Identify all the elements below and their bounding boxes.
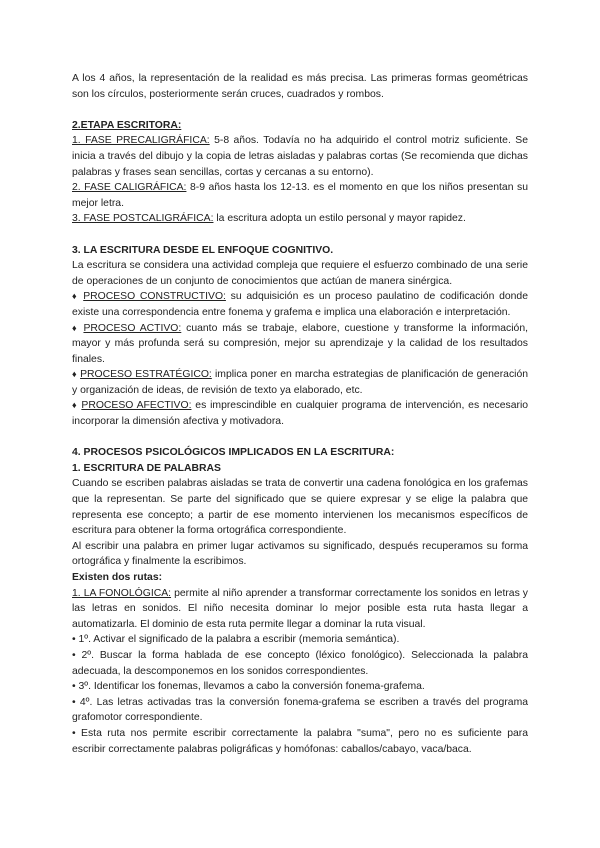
section2-item-text: la escritura adopta un estilo personal y mayor rapidez. xyxy=(213,213,466,225)
section2-item-label: 3. FASE POSTCALIGRÁFICA: xyxy=(72,213,214,225)
section2-item-label: 1. FASE PRECALIGRÁFICA: xyxy=(72,135,210,147)
spacer xyxy=(72,227,528,243)
step-item: • 3º. Identificar los fonemas, llevamos a cabo la conversión fonema-grafema. xyxy=(72,681,425,693)
spacer xyxy=(72,102,528,118)
section3-item-label: PROCESO CONSTRUCTIVO: xyxy=(83,291,226,303)
step-item: • Esta ruta nos permite escribir correctamente la palabra "suma", pero no es suficiente para escribir correctamente palabras poligráficas y homófonas: caballos/cabayo, vaca/baca. xyxy=(72,727,528,755)
section4-subheading: 1. ESCRITURA DE PALABRAS xyxy=(72,462,221,474)
section3-item-label: PROCESO ESTRATÉGICO: xyxy=(80,369,212,381)
section2-item xyxy=(72,180,528,211)
section3-heading: 3. LA ESCRITURA DESDE EL ENFOQUE COGNITIVO. xyxy=(72,244,334,256)
section2-item-text: 5-8 años. Todavía no ha adquirido el control motriz suficiente. Se inicia a través del dibujo y la copia de letras aisladas y palabras cortas (Se recomienda que dichas palabras y frases sean sencillas, cortas y cercanas a su entorno). xyxy=(72,135,528,178)
route-text: permite al niño aprender a transformar correctamente los sonidos en letras y las letras en sonidos. El niño necesita dominar lo mejor posible esta ruta hasta llegar a automatizarla. El dominio de esta ruta permite llegar a dominar la ruta visual. xyxy=(72,587,528,630)
route-item xyxy=(72,586,528,633)
section3-item xyxy=(72,367,528,398)
section2-item xyxy=(72,211,528,227)
section3-item-label: PROCESO ACTIVO: xyxy=(83,322,182,334)
section3-item-text: es imprescindible en cualquier programa de intervención, es necesario incorporar la dimensión afectiva y motivadora. xyxy=(72,400,529,428)
diamond-icon: ♦ xyxy=(72,400,78,411)
intro-paragraph: A los 4 años, la representación de la realidad es más precisa. Las primeras formas geométricas son los círculos, posteriormente serán cruces, cuadrados y rombos. xyxy=(72,73,528,100)
section2-item-text: 8-9 años hasta los 12-13. es el momento en que los niños presentan su mejor letra. xyxy=(72,182,528,209)
section3-item xyxy=(72,398,528,429)
step-item: • 4º. Las letras activadas tras la conversión fonema-grafema se escriben a través del programa grafomotor correspondiente. xyxy=(72,696,528,724)
section2-heading: 2.ETAPA ESCRITORA: xyxy=(72,119,182,131)
section4-paragraph: Al escribir una palabra en primer lugar activamos su significado, después recuperamos su forma ortográfica y finalmente la escribimos. xyxy=(72,540,528,568)
routes-heading: Existen dos rutas: xyxy=(72,572,163,583)
section4-paragraph: Cuando se escriben palabras aisladas se trata de convertir una cadena fonológica en los grafemas que la representan. Se parte del significado que se quiere expresar y se elige la palabra que representa ese concepto; a partir de ese momento intervienen los mecanismos específicos de escritura para obtener la forma ortográfica correspondiente. xyxy=(72,478,528,537)
section4-heading: 4. PROCESOS PSICOLÓGICOS IMPLICADOS EN LA ESCRITURA: xyxy=(72,447,395,459)
section2-item-label: 2. FASE CALIGRÁFICA: xyxy=(72,182,187,194)
section3-item-text: cuanto más se trabaje, elabore, cuestione y transforme la información, mayor y más profunda será su compresión, mejor su aprendizaje y la calidad de los resultados finales. xyxy=(72,322,528,365)
diamond-icon: ♦ xyxy=(72,322,79,333)
diamond-icon: ♦ xyxy=(72,291,79,302)
route-label: 1. LA FONOLÓGICA: xyxy=(72,587,172,599)
step-item: • 2º. Buscar la forma hablada de ese concepto (léxico fonológico). Seleccionada la palabra adecuada, la descomponemos en los sonidos correspondientes. xyxy=(72,649,528,677)
section3-item xyxy=(72,289,528,320)
section2-item xyxy=(72,133,528,180)
step-item: • 1º. Activar el significado de la palabra a escribir (memoria semántica). xyxy=(72,634,400,646)
section3-item-text: implica poner en marcha estrategias de planificación de generación y organización de ideas, de revisión de texto ya elaborado, etc. xyxy=(72,369,529,396)
spacer xyxy=(72,430,528,446)
section3-item-text: su adquisición es un proceso paulatino de codificación donde existe una correspondencia entre fonema y grafema e implica una elaboración e interpretación. xyxy=(72,291,528,318)
section3-intro: La escritura se considera una actividad compleja que requiere el esfuerzo combinado de una serie de operaciones de un conjunto de conocimientos que actúan de manera sinérgica. xyxy=(72,260,528,287)
diamond-icon: ♦ xyxy=(72,369,77,380)
section3-item-label: PROCESO AFECTIVO: xyxy=(81,400,192,412)
section3-item xyxy=(72,321,528,368)
